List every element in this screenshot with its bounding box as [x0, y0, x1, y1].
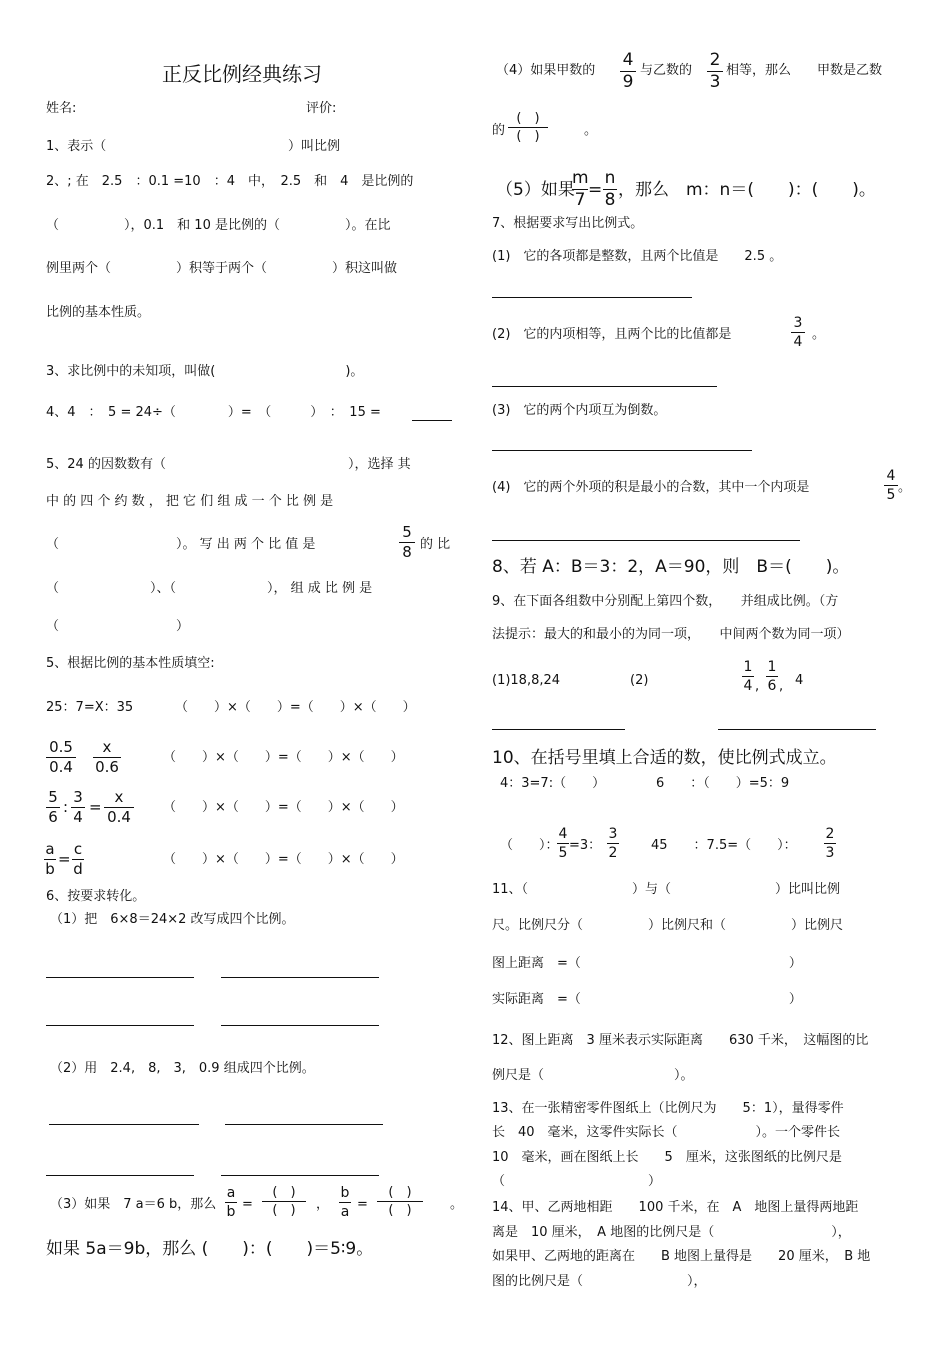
q9-last-number: 4 [795, 673, 804, 688]
r4-text-c: 相等，那么 甲数是乙数 [726, 63, 883, 78]
q10-row1-b: 6 ：（ ）=5：9 [656, 776, 790, 791]
q11-line3: 图上距离 =（ ） [492, 956, 802, 971]
q6-answer-line-5 [49, 1124, 199, 1125]
q2-line2: （ ），0.1 和 10 是比例的（ ）。在比 [46, 218, 391, 233]
q10-row2-a: （ ）： [500, 838, 559, 853]
q2-line4: 比例的基本性质。 [46, 305, 151, 320]
q7-answer-line-2 [492, 386, 717, 387]
q6-answer-line-8 [221, 1175, 379, 1176]
q8-text: 8、若 A：B＝3：2，A＝90，则 B＝( )。 [492, 557, 850, 577]
q5b-row2-blanks: （ ）×（ ）=（ ）×（ ） [163, 750, 404, 765]
q9-group1: (1)18,8,24 [492, 673, 561, 688]
q9-group2: (2) [630, 673, 649, 688]
q14-line4: 图的比例尺是（ ）， [492, 1274, 707, 1289]
q6-period: 。 [450, 1197, 464, 1212]
r4-text-a: （4）如果甲数的 [496, 63, 596, 78]
q11-line4: 实际距离 =（ ） [492, 992, 802, 1007]
q10-row1-a: 4：3=7:（ ） [500, 776, 606, 791]
q5-line3: （ ）。 写 出 两 个 比 值 是 [46, 537, 316, 552]
q9-frac-1-6: 1 6 [767, 659, 777, 694]
q5b-row2-frac-a: 0.5 0.4 [46, 740, 76, 775]
q7-heading: 7、根据要求写出比例式。 [492, 216, 644, 231]
q6-blank-fraction-2: ( ) ( ) [377, 1186, 423, 1217]
q6-answer-line-1 [46, 977, 194, 978]
q5b-row3-frac-c: x 0.4 [104, 790, 134, 825]
q10-frac-4-5: 4 5 [558, 826, 568, 861]
q14-line2: 离是 10 厘米， A 地图的比例尺是（ ）， [492, 1225, 851, 1240]
q5b-row3-colon: : [63, 798, 69, 816]
q5b-row3-equals: = [89, 798, 102, 816]
q5b-row1-ratio: 25：7=X：35 [46, 700, 134, 715]
q11-line2: 尺。比例尺分（ ）比例尺和（ ）比例尺 [492, 918, 844, 933]
q7-sub3: (3) 它的两个内项互为倒数。 [492, 403, 667, 418]
page-title: 正反比例经典练习 [162, 62, 322, 86]
r4-frac-2-3: 2 3 [707, 52, 723, 91]
q12-line2: 例尺是（ ）。 [492, 1068, 694, 1083]
q10-frac-3-2: 3 2 [608, 826, 618, 861]
q5-line5: （ ） [46, 619, 190, 634]
eval-label: 评价: [306, 101, 337, 116]
q9-comma-2: , [779, 679, 784, 694]
q5-line2: 中 的 四 个 约 数 ， 把 它 们 组 成 一 个 比 例 是 [46, 494, 334, 509]
q3-text: 3、求比例中的未知项，叫做( )。 [46, 364, 364, 379]
q9-line1: 9、在下面各组数中分别配上第四个数， 并组成比例。（方 [492, 594, 839, 609]
q7-answer-line-1 [492, 297, 692, 298]
q5b-row4-equals: = [58, 850, 71, 868]
q6-part2: （2）用 2.4, 8, 3, 0.9 组成四个比例。 [50, 1061, 315, 1076]
q6-answer-line-4 [221, 1025, 379, 1026]
q5b-row4-frac-a: a b [45, 840, 55, 878]
q9-line2: 法提示：最大的和最小的为同一项， 中间两个数为同一项） [492, 627, 850, 642]
name-label: 姓名: [46, 101, 77, 116]
q12-line1: 12、图上距离 3 厘米表示实际距离 630 千米， 这幅图的比 [492, 1033, 869, 1048]
q7-sub1: (1) 它的各项都是整数，且两个比值是 2.5 。 [492, 249, 783, 264]
q6-answer-line-2 [221, 977, 379, 978]
q6-equals-1: = [242, 1197, 253, 1212]
q7-frac-3-4: 3 4 [791, 316, 805, 349]
q7-sub2-end: 。 [812, 327, 826, 342]
q5-fraction: 5 8 [399, 525, 415, 560]
q5b-heading: 5、根据比例的基本性质填空: [46, 656, 215, 671]
r4-text-e: 。 [584, 123, 598, 138]
r4-text-d: 的 [492, 123, 506, 138]
q14-line1: 14、甲、乙两地相距 100 千米，在 A 地图上量得两地距 [492, 1200, 859, 1215]
q6-comma: ， [316, 1197, 330, 1212]
q7-sub4-end: 。 [898, 480, 912, 495]
q5b-row1-blanks: （ ）×（ ）=（ ）×（ ） [175, 700, 416, 715]
q6-answer-line-6 [225, 1124, 383, 1125]
q6-part4: 如果 5a＝9b，那么 ( )：( )＝5∶9。 [46, 1239, 374, 1259]
q9-comma-1: , [755, 679, 760, 694]
q2-line1: 2、; 在 2.5 ：0.1 =10 ：4 中， 2.5 和 4 是比例的 [46, 174, 414, 189]
q1-start: 1、表示（ [46, 139, 107, 154]
r4-frac-4-9: 4 9 [620, 52, 636, 91]
q6-frac-a-over-b: a b [226, 1185, 236, 1220]
q4-answer-line [412, 420, 452, 421]
r5-text-b: ，那么 m：n＝( )：( )。 [618, 180, 876, 200]
q10-frac-2-3: 2 3 [825, 826, 835, 861]
q6-blank-fraction-1: ( ) ( ) [262, 1186, 306, 1217]
q10-heading: 10、在括号里填上合适的数，使比例式成立。 [492, 748, 837, 768]
q5-line3-end: 的 比 [420, 537, 451, 552]
q6-equals-2: = [357, 1197, 368, 1212]
q7-answer-line-3 [492, 450, 752, 451]
q7-frac-4-5: 4 5 [884, 469, 898, 502]
q5b-row3-frac-a: 5 6 [46, 790, 60, 825]
q6-frac-b-over-a: b a [340, 1185, 350, 1220]
q11-line1: 11、（ ）与（ ）比叫比例 [492, 882, 841, 897]
r5-frac-n-8: n 8 [604, 168, 616, 210]
q5b-row2-frac-b: x 0.6 [93, 740, 121, 775]
q13-line1: 13、在一张精密零件图纸上（比例尺为 5：1），量得零件 [492, 1101, 844, 1116]
q5b-row3-frac-b: 3 4 [71, 790, 85, 825]
r5-text-a: （5）如果 [496, 180, 575, 200]
q1-end: ）叫比例 [288, 139, 341, 154]
r5-frac-m-7: m 7 [572, 168, 589, 210]
q13-line2: 长 40 毫米，这零件实际长（ ）。一个零件长 [492, 1125, 841, 1140]
q7-sub2: (2) 它的内项相等，且两个比的比值都是 [492, 327, 732, 342]
q9-answer-line-2 [718, 729, 876, 730]
q9-frac-1-4: 1 4 [743, 659, 753, 694]
r4-text-b: 与乙数的 [640, 63, 693, 78]
q2-line3: 例里两个（ ）积等于两个（ ）积这叫做 [46, 261, 398, 276]
q5-line1: 5、24 的因数数有（ ），选择 其 [46, 457, 411, 472]
q6-heading: 6、按要求转化。 [46, 889, 146, 904]
q4-text: 4、4 ： 5 = 24÷（ ）= （ ） ： 15 = [46, 405, 381, 420]
q10-row2-b: =3： [569, 838, 602, 853]
q13-line4: （ ） [492, 1174, 662, 1189]
q5b-row3-blanks: （ ）×（ ）=（ ）×（ ） [163, 800, 404, 815]
q5b-row4-frac-b: c d [73, 840, 83, 878]
q5b-row4-blanks: （ ）×（ ）=（ ）×（ ） [163, 852, 404, 867]
q9-answer-line-1 [492, 729, 625, 730]
q7-sub4: (4) 它的两个外项的积是最小的合数，其中一个内项是 [492, 480, 810, 495]
q6-part3: （3）如果 7 a＝6 b，那么 [50, 1197, 217, 1212]
r4-blank-fraction: ( ) ( ) [508, 112, 548, 143]
q5-line4: （ ）、（ ）， 组 成 比 例 是 [46, 581, 373, 596]
q10-row2-c: 45 ：7.5=（ ）： [651, 838, 797, 853]
q14-line3: 如果甲、乙两地的距离在 B 地图上量得是 20 厘米， B 地 [492, 1249, 871, 1264]
q13-line3: 10 毫米，画在图纸上长 5 厘米，这张图纸的比例尺是 [492, 1150, 842, 1165]
r5-equals: = [588, 180, 603, 200]
q6-part1: （1）把 6×8＝24×2 改写成四个比例。 [50, 912, 295, 927]
q7-answer-line-4 [492, 540, 800, 541]
q6-answer-line-7 [46, 1175, 194, 1176]
q6-answer-line-3 [46, 1025, 194, 1026]
